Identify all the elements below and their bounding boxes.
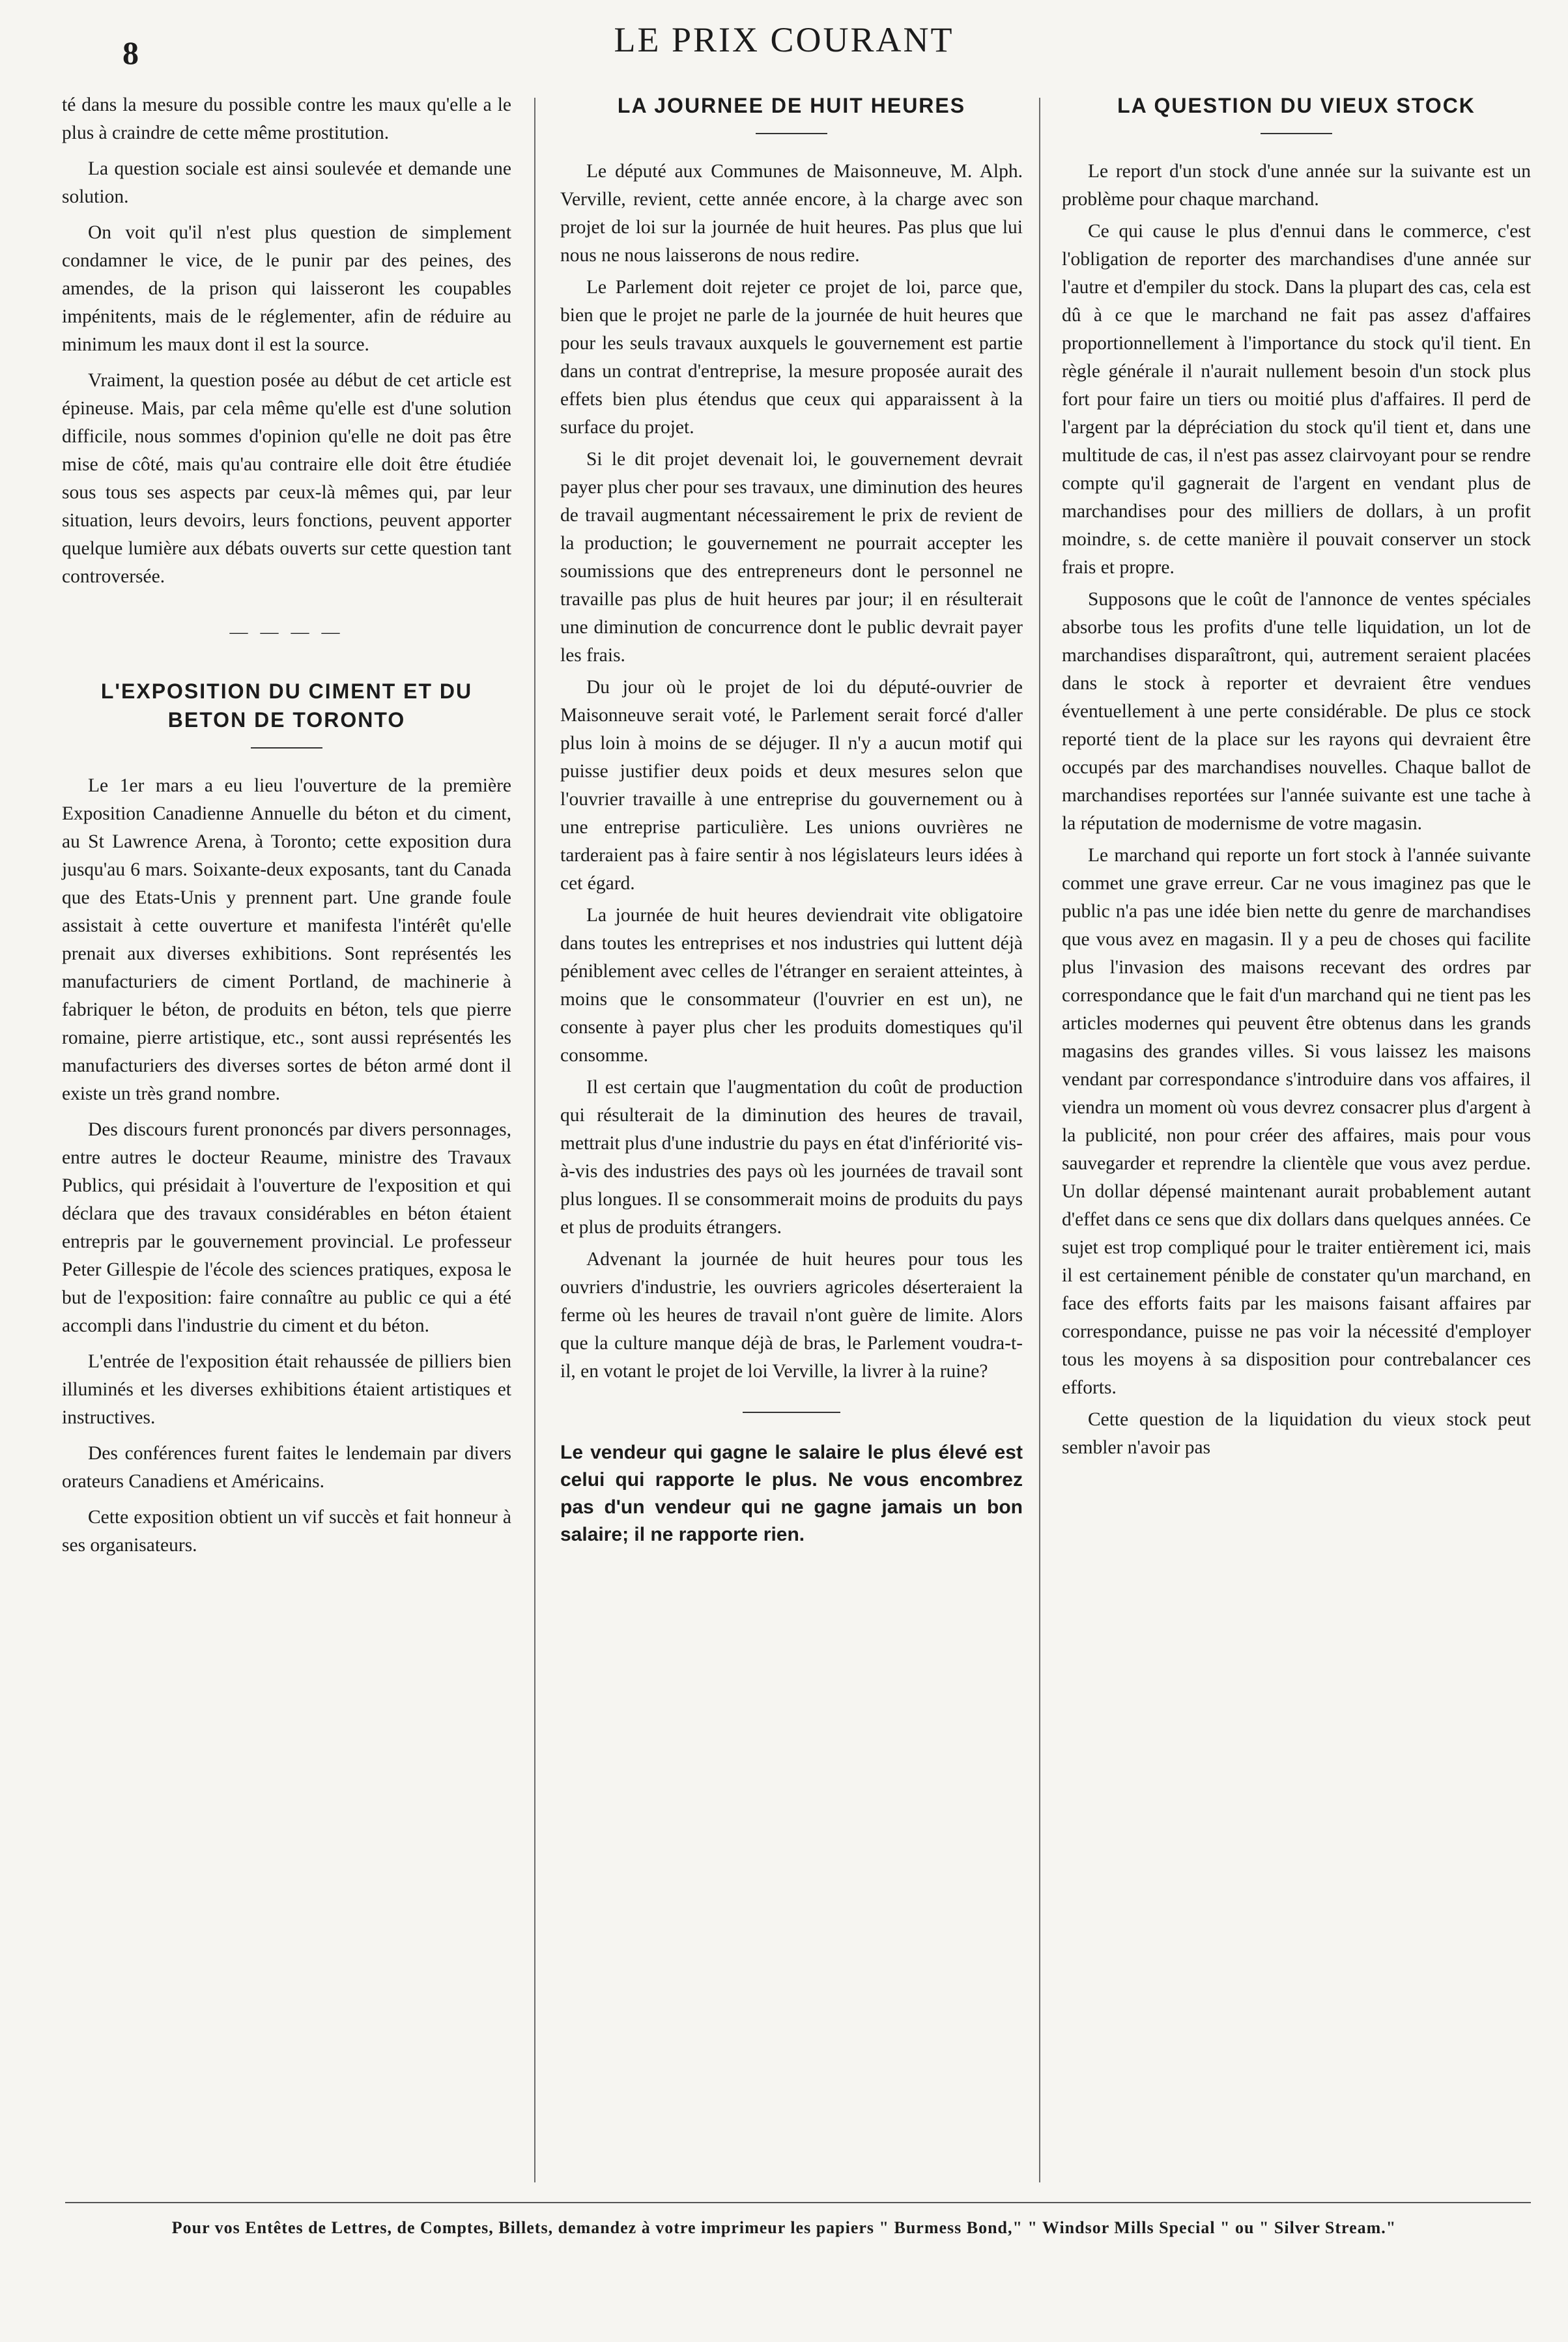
paragraph: On voit qu'il n'est plus question de simplement condamner le vice, de le punir par des peines, des amendes, de la prison qui laisseront les coupables impénitents, mais de le réglementer, afin de réduire au minimum les maux dont il est la source. [62,222,511,355]
notice-rule [743,1412,840,1413]
paragraph: té dans la mesure du possible contre les maux qu'elle a le plus à craindre de cette même prostitution. [62,94,511,143]
running-title: LE PRIX COURANT [614,20,954,59]
article-heading-vieux-stock: LA QUESTION DU VIEUX STOCK [1117,94,1475,117]
paragraph: Il est certain que l'augmentation du coût de production qui résulterait de la diminution des heures de travail, mettrait plus d'une industrie du pays en état d'infériorité vis-à-vis des industries des pays où les journées de travail sont plus longues. Il se consommerait moins de produits du pays et plus de produits étrangers. [560,1077,1023,1238]
footer-advertisement: Pour vos Entêtes de Lettres, de Comptes, Billets, demandez à votre imprimeur les papiers " Burmess Bond," " Windsor Mills Special " ou " Silver Stream." [171,2218,1397,2237]
paragraph: Le report d'un stock d'une année sur la suivante est un problème pour chaque marchand. [1062,161,1531,210]
paragraph: Du jour où le projet de loi du député-ouvrier de Maisonneuve serait voté, le Parlement serait forcé d'aller plus loin à moins de se déjuger. Il n'y a aucun motif qui puisse justifier deux poids et deux mesures selon que l'ouvrier travaille à une entreprise du gouvernement ou à une entreprise particulière. Les unions ouvrières ne tarderaient pas à faire sentir à nos législateurs leurs idées à cet égard. [560,677,1023,894]
paragraph: Cette exposition obtient un vif succès et fait honneur à ses organisateurs. [62,1507,511,1556]
column-left [62,91,511,1567]
paragraph: Cette question de la liquidation du vieux stock peut sembler n'avoir pas [1062,1409,1531,1458]
heading-rule [756,133,827,134]
paragraph: Des conférences furent faites le lendemain par divers orateurs Canadiens et Américains. [62,1443,511,1492]
heading-rule [1261,133,1332,134]
paragraph: Advenant la journée de huit heures pour tous les ouvriers d'industrie, les ouvriers agricoles déserteraient la ferme où les heures de travail n'ont guère de limite. Alors que la culture manque déjà de bras, le Parlement voudra-t-il, en votant le projet de loi Verville, la livrer à la ruine? [560,1249,1023,1382]
footer-rule [65,2202,1531,2203]
paragraph: L'entrée de l'exposition était rehaussée de pilliers bien illuminés et les diverses exhibitions étaient artistiques et instructives. [62,1351,511,1428]
paragraph: Vraiment, la question posée au début de cet article est épineuse. Mais, par cela même qu'elle est d'une solution difficile, nous sommes d'opinion qu'elle ne doit pas être mise de côté, mais qu'au contraire elle doit être étudiée sous tous ses aspects par ceux-là mêmes qui, par leur situation, leurs devoirs, leurs fonctions, peuvent apporter quelque lumière aux débats ouverts sur cette question tant controversée. [62,370,511,587]
paragraph: La question sociale est ainsi soulevée et demande une solution. [62,158,511,207]
article-heading-exposition: L'EXPOSITION DU CIMENT ET DU BETON DE TORONTO [100,679,473,732]
paragraph: Le marchand qui reporte un fort stock à l'année suivante commet une grave erreur. Car ne vous imaginez pas que le public n'a pas une idée bien nette du genre de marchandises que vous avez en magasin. Il y a peu de choses qui facilite plus l'invasion des maisons recevant des ordres par correspondance que le fait d'un marchand qui ne tient pas les articles modernes qui peuvent être obtenus dans les grands magasins des grandes villes. Si vous laissez les maisons vendant par correspondance s'introduire dans vos affaires, il viendra un moment où vous devrez consacrer plus d'argent à la publicité, non pour créer des affaires, mais pour vous sauvegarder et reprendre la clientèle que vous avez perdue. Un dollar dépensé maintenant aurait probablement autant d'effet dans ce sens que dix dollars dans quelques années. Ce sujet est trop compliqué pour le traiter entièrement ici, mais il est certainement pénible de constater qu'un marchand, en face des efforts faits par les maisons faisant affaires par correspondance, puisse ne pas voir la nécessité d'employer tous les moyens à sa disposition pour contrebalancer ces efforts. [1062,845,1531,1398]
boxed-notice: Le vendeur qui gagne le salaire le plus élevé est celui qui rapporte le plus. Ne vous encombrez pas d'un vendeur qui ne gagne jamais un bon salaire; il ne rapporte rien. [560,1442,1023,1545]
heading-rule [251,747,322,749]
column-divider-right [1039,98,1040,2182]
page-number: 8 [122,35,139,71]
column-middle [560,91,1023,1549]
column-right [1062,91,1531,1466]
column-divider-left [534,98,535,2182]
paragraph: La journée de huit heures deviendrait vite obligatoire dans toutes les entreprises et nos industries qui luttent déjà péniblement avec celles de l'étranger en seraient atteintes, à moins que le consommateur (l'ouvrier en est un), ne consente à payer plus cher les produits domestiques qu'il consomme. [560,905,1023,1066]
paragraph: Si le dit projet devenait loi, le gouvernement devrait payer plus cher pour ses travaux, une diminution des heures de travail augmentant nécessairement le prix de revient de la production; le gouvernement ne pourrait accepter les soumissions que des entrepreneurs dont le personnel ne travaille pas plus de huit heures par jour; il en résulterait une diminution de concurrence dont le public devrait payer les frais. [560,449,1023,666]
article-heading-huit-heures: LA JOURNEE DE HUIT HEURES [617,94,966,117]
paragraph: Des discours furent prononcés par divers personnages, entre autres le docteur Reaume, ministre des Travaux Publics, qui présidait à l'ouverture de l'exposition et qui déclara que des travaux considérables en béton étaient entrepris par le gouvernement provincial. Le professeur Peter Gillespie de l'école des sciences pratiques, exposa le but de l'exposition: faire connaître au public ce qui a été accompli dans l'industrie du ciment et du béton. [62,1119,511,1336]
paragraph: Le député aux Communes de Maisonneuve, M. Alph. Verville, revient, cette année encore, à la charge avec son projet de loi sur la journée de huit heures. Pas plus que lui nous ne nous laisserons de nous redire. [560,161,1023,266]
paragraph: Supposons que le coût de l'annonce de ventes spéciales absorbe tous les profits d'une telle liquidation, un lot de marchandises disparaîtront, qui, autrement seraient placées dans le stock à reporter et devraient être vendues éventuellement à une perte considérable. De plus ce stock reporté tient de la place sur les rayons qui devraient être occupés par des marchandises nouvelles. Chaque ballot de marchandises reportées sur l'année suivante est une tache à la réputation de modernisme de votre magasin. [1062,589,1531,834]
paragraph: Le 1er mars a eu lieu l'ouverture de la première Exposition Canadienne Annuelle du béton et du ciment, au St Lawrence Arena, à Toronto; cette exposition dura jusqu'au 6 mars. Soixante-deux exposants, tant du Canada que des Etats-Unis y prennent part. Une grande foule assistait à cette ouverture et manifesta l'intérêt qu'elle prenait aux diverses exhibitions. Sont représentés les manufacturiers de ciment Portland, de machinerie à fabriquer le béton, de produits en béton, tels que pierre romaine, pierre artistique, etc., sont aussi représentés les manufacturiers des diverses sortes de béton armé dont il existe un très grand nombre. [62,775,511,1104]
section-separator: — — — — [229,622,344,642]
paragraph: Ce qui cause le plus d'ennui dans le commerce, c'est l'obligation de reporter des marchandises d'une année sur l'autre et d'empiler du stock. Dans la plupart des cas, cela est dû à ce que le marchand ne fait pas assez d'affaires proportionnellement à l'importance du stock qu'il tient. En règle générale il n'aurait nullement besoin d'un stock plus fort pour faire un tiers ou moitié plus d'affaires. Il perd de l'argent par la dépréciation du stock qu'il tient et, dans une multitude de cas, il n'est pas assez clairvoyant pour se rendre compte qu'il gagnerait de l'argent en vendant plus de marchandises pour des milliers de dollars, à un profit moindre, s. de cette manière il pouvait conserver un stock frais et propre. [1062,221,1531,578]
paragraph: Le Parlement doit rejeter ce projet de loi, parce que, bien que le projet ne parle de la journée de huit heures que pour les seuls travaux auxquels le gouvernement est partie dans un contrat d'entreprise, la mesure proposée aurait des effets bien plus étendus que ceux qui apparaissent à la surface du projet. [560,277,1023,438]
